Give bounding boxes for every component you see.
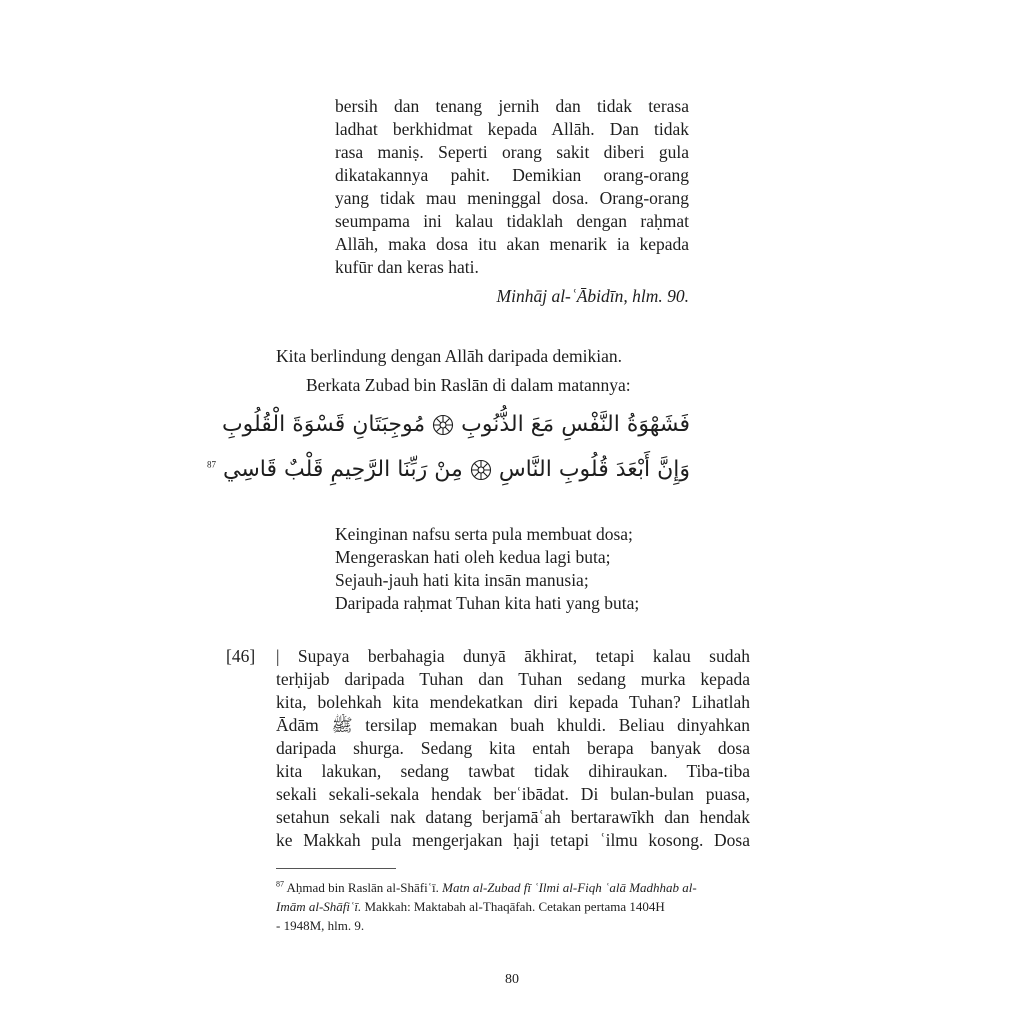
paragraph-line: sekali sekali-sekala hendak berʿibādat. Di bulan-bulan puasa, xyxy=(276,784,750,804)
translation-line: Mengeraskan hati oleh kedua lagi buta; xyxy=(335,547,611,567)
footnote-title: Matn al-Zubad fī ʿIlmi al-Fiqh ʿalā Madhhab al- xyxy=(442,880,697,895)
verse-2-first-hemistich: وَإِنَّ أَبْعَدَ قُلُوبِ النَّاسِ xyxy=(498,457,690,482)
page-number: 80 xyxy=(505,972,519,987)
quote-last-line: kufūr dan keras hati. xyxy=(335,257,479,277)
verse-separator-flower-icon xyxy=(470,459,492,481)
body-paragraph-line: Berkata Zubad bin Raslān di dalam matannya: xyxy=(306,375,631,395)
paragraph-line: ke Makkah pula mengerjakan ḥaji tetapi ʿilmu kosong. Dosa xyxy=(276,830,750,850)
footnote-number: 87 xyxy=(276,879,284,889)
quote-line: Allāh, maka dosa itu akan menarik ia kepada xyxy=(335,234,689,254)
footnote-line-1 xyxy=(276,878,750,897)
paragraph-line: setahun sekali nak datang berjamāʿah bertarawīkh dan hendak xyxy=(276,807,750,827)
quote-line: ladhat berkhidmat kepada Allāh. Dan tidak xyxy=(335,119,689,139)
paragraph-line: terḥijab daripada Tuhan dan Tuhan sedang murka kepada xyxy=(276,669,750,689)
paragraph-line: | Supaya berbahagia dunyā ākhirat, tetapi kalau sudah xyxy=(276,646,750,666)
quote-line: dikatakannya pahit. Demikian orang-orang xyxy=(335,165,689,185)
footnote-marker: 87 xyxy=(207,459,216,470)
arabic-verse-2 xyxy=(207,455,690,485)
quote-line: yang tidak mau meninggal dosa. Orang-orang xyxy=(335,188,689,208)
verse-2-second-hemistich: مِنْ رَبِّنَا الرَّحِيمِ قَلْبٌ قَاسِي xyxy=(223,457,463,482)
quote-line: rasa maniṣ. Seperti orang sakit diberi gula xyxy=(335,142,689,162)
arabic-verse-1 xyxy=(222,410,690,440)
quote-line: seumpama ini kalau tidaklah dengan raḥmat xyxy=(335,211,689,231)
translation-line: Keinginan nafsu serta pula membuat dosa; xyxy=(335,524,633,544)
footnote-publisher: Makkah: Maktabah al-Thaqāfah. Cetakan pertama 1404H xyxy=(364,899,665,914)
footnote-title-continued: Imām al-Shāfiʿī. xyxy=(276,899,362,914)
paragraph-line: Ādām ﷺ tersilap memakan buah khuldi. Beliau dinyahkan xyxy=(276,715,750,735)
verse-1-first-hemistich: فَشَهْوَةُ النَّفْسِ مَعَ الذُّنُوبِ xyxy=(461,412,690,437)
verse-separator-flower-icon xyxy=(432,414,454,436)
translation-line: Sejauh-jauh hati kita insān manusia; xyxy=(335,570,589,590)
footnote-line-2 xyxy=(276,897,750,916)
paragraph-line: kita, bolehkah kita mendekatkan diri kepada Tuhan? Lihatlah xyxy=(276,692,750,712)
margin-page-reference: [46] xyxy=(226,646,256,666)
body-paragraph-line: Kita berlindung dengan Allāh daripada demikian. xyxy=(276,346,623,366)
translation-line: Daripada raḥmat Tuhan kita hati yang buta; xyxy=(335,593,640,613)
verse-1-second-hemistich: مُوجِبَتَانِ قَسْوَةَ الْقُلُوبِ xyxy=(221,412,426,437)
quote-citation: Minhāj al-ʿĀbidīn, hlm. 90. xyxy=(496,286,689,306)
paragraph-line: kita lakukan, sedang tawbat tidak dihiraukan. Tiba-tiba xyxy=(276,761,750,781)
quote-line: bersih dan tenang jernih dan tidak terasa xyxy=(335,96,689,116)
footnote-author: Aḥmad bin Raslān al-Shāfiʿī. xyxy=(286,880,439,895)
paragraph-line: daripada shurga. Sedang kita entah berapa banyak dosa xyxy=(276,738,750,758)
footnote-separator xyxy=(276,868,396,869)
footnote-line-3: - 1948M, hlm. 9. xyxy=(276,918,365,933)
